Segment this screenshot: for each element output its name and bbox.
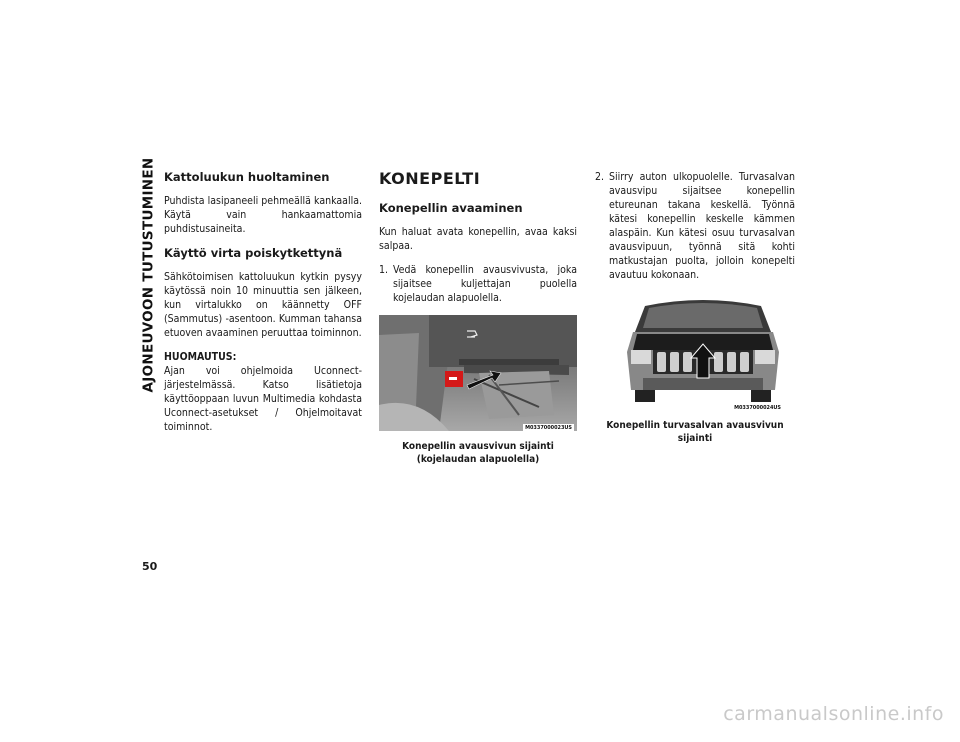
section-heading-ignition-off: Käyttö virta poiskytkettynä — [164, 246, 343, 260]
page-number: 50 — [142, 560, 158, 573]
column-middle — [379, 170, 577, 466]
note-text: Ajan voi ohjelmoida Uconnect-järjestelmässä. Katso lisätietoja käyttöoppaan luvun Multimedia kohdasta Uconnect-asetukset / Ohjelmoitavat toiminnot. — [164, 365, 362, 433]
figure-hood-release-lever — [379, 315, 577, 435]
hood-release-lever-photo — [379, 315, 577, 431]
step-number: 2. — [595, 171, 605, 183]
column-left — [164, 170, 362, 444]
section-heading-opening-hood: Konepellin avaaminen — [379, 201, 523, 215]
list-item-step-2 — [595, 170, 795, 282]
step-text: Vedä konepellin avausvivusta, joka sijaitsee kuljettajan puolella kojelaudan alapuolella. — [393, 264, 577, 304]
paragraph-intro: Kun haluat avata konepellin, avaa kaksi salpaa. — [379, 226, 577, 252]
figure-code: M0337000023US — [525, 425, 572, 431]
figure-caption: Konepellin turvasalvan avausvivun sijainti — [606, 420, 784, 444]
paragraph-ignition-off: Sähkötoimisen kattoluukun kytkin pysyy käytössä noin 10 minuuttia sen jälkeen, kun virtalukko on käännetty OFF (Sammutus) -asentoon. Kumman tahansa etuoven avaaminen peruuttaa toiminnon. — [164, 271, 362, 339]
figure-code: M0337000024US — [734, 405, 781, 411]
chapter-heading-hood: KONEPELTI — [379, 169, 481, 188]
caption-line-2: (kojelaudan alapuolella) — [416, 454, 540, 465]
figure-caption — [379, 440, 577, 466]
chapter-side-tab — [138, 157, 158, 393]
chapter-title: AJONEUVOON TUTUSTUMINEN — [140, 157, 157, 393]
car-front-photo — [623, 292, 783, 410]
note-title: HUOMAUTUS: — [164, 351, 237, 363]
figure-safety-latch — [623, 292, 783, 414]
paragraph-sunroof-care: Puhdista lasipaneeli pehmeällä kankaalla. Käytä vain hankaamattomia puhdistusaineita. — [164, 195, 362, 235]
section-heading-sunroof-care: Kattoluukun huoltaminen — [164, 170, 330, 184]
list-item-step-1 — [379, 263, 577, 305]
step-number: 1. — [379, 264, 389, 276]
step-text: Siirry auton ulkopuolelle. Turvasalvan avausvipu sijaitsee konepellin etureunan takana keskellä. Työnnä kätesi konepellin keskelle kämmen alaspäin. Kun kätesi osuu turvasalvan avausvipuun, työnnä sitä kohti matkustajan puolta, jolloin konepelti avautuu kokonaan. — [609, 171, 795, 281]
column-right — [595, 170, 795, 445]
caption-line-1: Konepellin avausvivun sijainti — [402, 441, 554, 452]
watermark-text: carmanualsonline.info — [723, 703, 944, 725]
